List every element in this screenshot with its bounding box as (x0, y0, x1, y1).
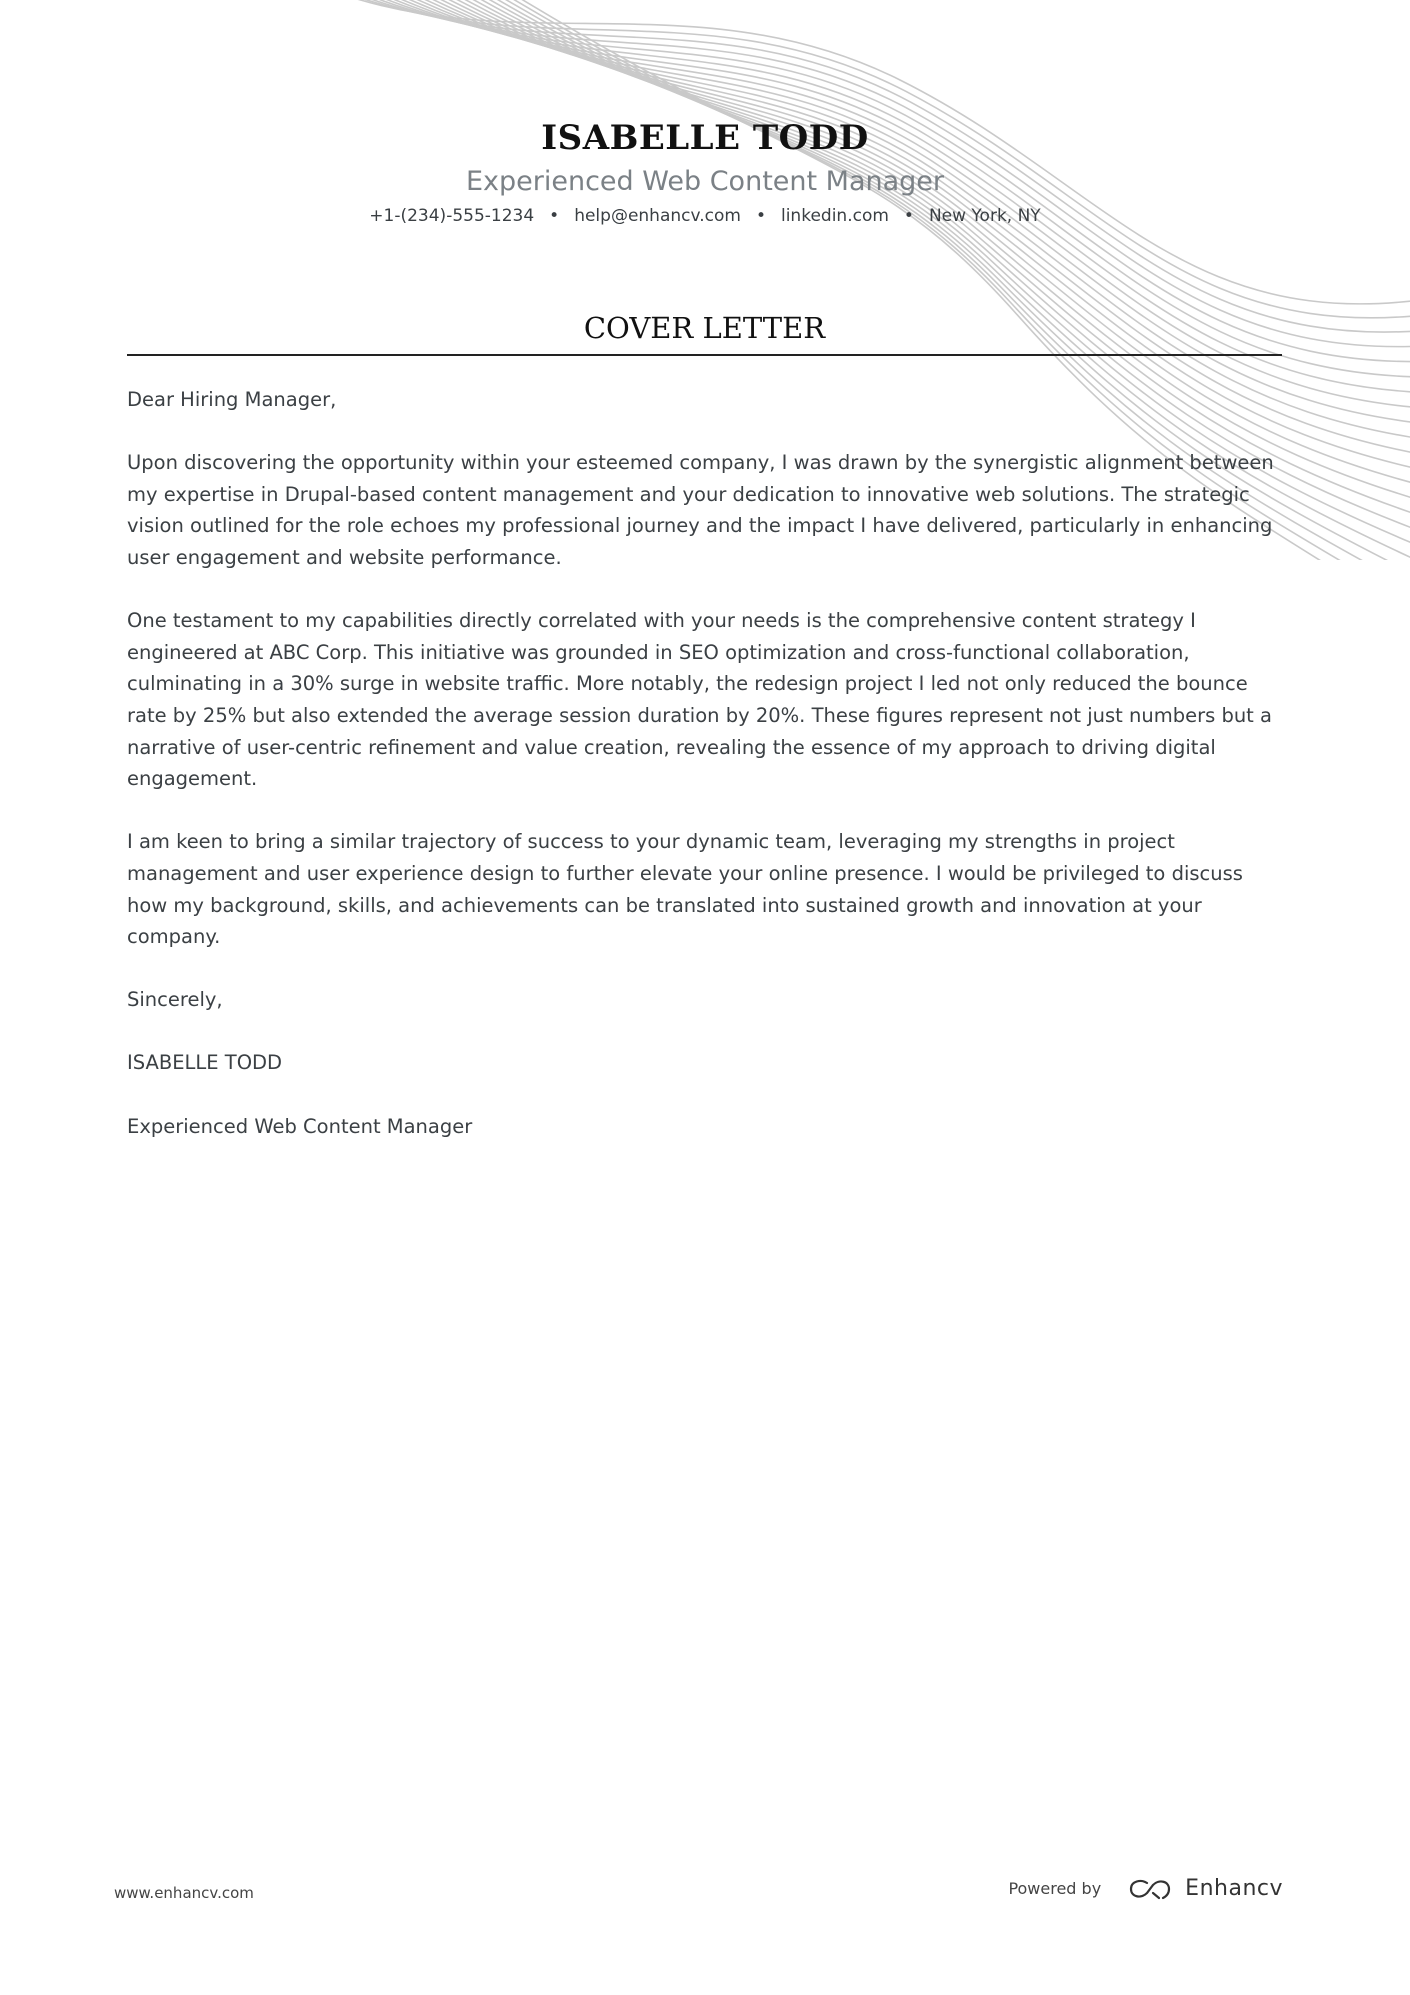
letter-paragraph: I am keen to bring a similar trajectory of success to your dynamic team, leveraging my strengths in project management and user experience design to further elevate your online presence. I would be privileged to discuss how my background, skills, and achievements can be translated into sustained growth and innovation at your company. (127, 830, 1243, 949)
enhancv-logo-icon (1127, 1877, 1173, 1901)
footer-website-link[interactable]: www.enhancv.com (114, 1884, 254, 1902)
contact-info (0, 204, 1410, 228)
enhancv-brand-name: Enhancv (1185, 1876, 1283, 1901)
signature-title: Experienced Web Content Manager (127, 1114, 473, 1138)
footer-branding[interactable] (1008, 1876, 1283, 1901)
signature-name: ISABELLE TODD (127, 1051, 283, 1075)
phone-number: +1-(234)-555-1234 (369, 206, 535, 226)
resume-header (0, 112, 1410, 228)
applicant-headline: Experienced Web Content Manager (465, 166, 945, 197)
location: New York, NY (928, 206, 1041, 226)
letter-paragraph: Upon discovering the opportunity within your esteemed company, I was drawn by the synergistic alignment between my expertise in Drupal-based content management and your dedication to innovative web solutions. The strategic vision outlined for the role echoes my professional journey and the impact I have delivered, particularly in enhancing user engagement and website performance. (127, 451, 1274, 569)
powered-by-label: Powered by (1008, 1879, 1102, 1898)
email-address[interactable]: help@enhancv.com (574, 206, 741, 226)
letter-body (127, 384, 1287, 1174)
letter-closing: Sincerely, (127, 988, 223, 1012)
section-divider (127, 354, 1282, 356)
linkedin-link[interactable]: linkedin.com (780, 206, 889, 226)
section-title: COVER LETTER (583, 311, 826, 345)
separator-dot: • (755, 206, 766, 226)
separator-dot: • (549, 206, 560, 226)
letter-paragraph: One testament to my capabilities directly correlated with your needs is the comprehensive content strategy I engineered at ABC Corp. This initiative was grounded in SEO optimization and cross-functional collaboration, culminating in a 30% surge in website traffic. More notably, the redesign project I led not only reduced the bounce rate by 25% but also extended the average session duration by 20%. These figures represent not just numbers but a narrative of user-centric refinement and value creation, revealing the essence of my approach to driving digital engagement. (127, 609, 1272, 791)
letter-greeting: Dear Hiring Manager, (127, 388, 337, 411)
separator-dot: • (903, 206, 914, 226)
applicant-name: ISABELLE TODD (541, 118, 869, 158)
